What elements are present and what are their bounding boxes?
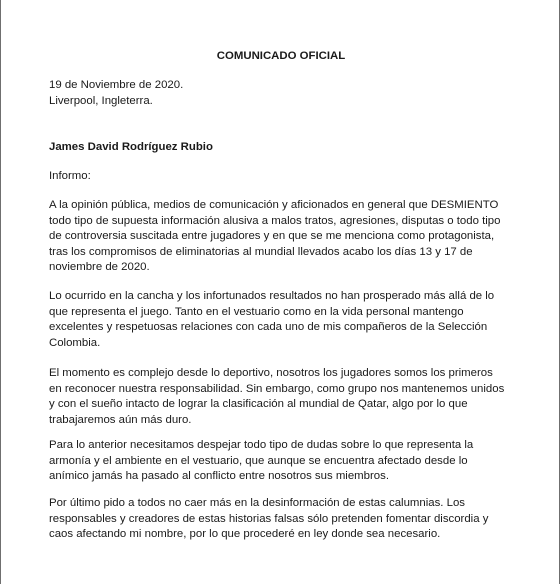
salutation: Informo:: [49, 170, 91, 182]
paragraph-5: Por último pido a todos no caer más en la desinformación de estas calumnias. Los responsables y creadores de estas historias falsas sólo pretenden fomentar discordia y caos afectando mi nombre, por lo que procederé en ley donde sea necesario.: [49, 497, 489, 541]
document-title: COMUNICADO OFICIAL: [216, 50, 346, 62]
paragraph-4: Para lo anterior necesitamos despejar todo tipo de dudas sobre lo que representa la armonía y el ambiente en el vestuario, que aunque se encuentra afectado desde lo anímico jamás ha pasado al conflicto entre nosotros sus miembros.: [49, 439, 474, 483]
paragraph-1: A la opinión pública, medios de comunicación y aficionados en general que DESMIENTO todo tipo de supuesta información alusiva a malos tratos, agresiones, disputas o todo tipo de controversia suscitada entre jugadores y en que se me menciona como protagonista, tras los compromisos de eliminatorias al mundial llevados acabo los días 13 y 17 de noviembre de 2020.: [49, 199, 501, 274]
paragraph-2: Lo ocurrido en la cancha y los infortunados resultados no han prosperado más allá de lo que representa el juego. Tanto en el vestuario como en la vida personal mantengo excelentes y respetuosas relaciones con cada uno de mis compañeros de la Selección Colombia.: [49, 290, 495, 349]
date-and-place: 19 de Noviembre de 2020. Liverpool, Ingleterra.: [49, 79, 184, 107]
author-name: James David Rodríguez Rubio: [49, 141, 213, 153]
paragraph-3: El momento es complejo desde lo deportivo, nosotros los jugadores somos los primeros en reconocer nuestra responsabilidad. Sin embargo, como grupo nos mantenemos unidos y con el sueño intacto de lograr la clasificación al mundial de Qatar, algo por lo que trabajaremos aún más duro.: [49, 367, 505, 426]
